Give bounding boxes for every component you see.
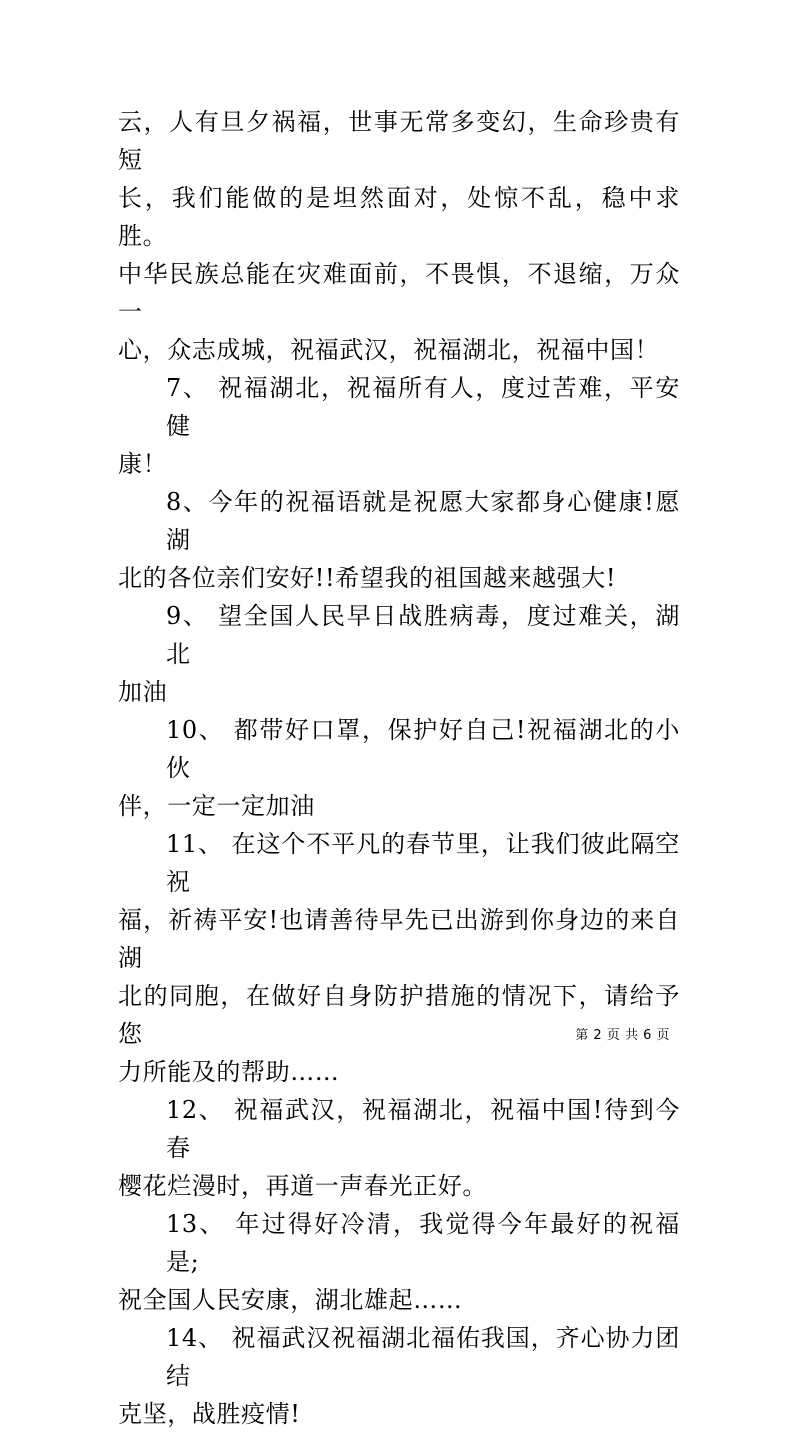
text-line: 10、 都带好口罩，保护好自己!祝福湖北的小伙 (166, 716, 680, 782)
paragraph-item-13 (118, 1205, 680, 1319)
text-line: 福，祈祷平安!也请善待早先已出游到你身边的来自湖 (118, 906, 680, 972)
text-line: 中华民族总能在灾难面前，不畏惧，不退缩，万众一 (118, 260, 680, 326)
paragraph-item-12 (118, 1091, 680, 1205)
text-line: 心，众志成城，祝福武汉，祝福湖北，祝福中国！ (118, 336, 660, 364)
text-line: 7、 祝福湖北，祝福所有人，度过苦难，平安健 (166, 374, 680, 440)
page-number-footer: 第 2 页 共 6 页 (575, 1028, 670, 1043)
paragraph-item-8 (118, 483, 680, 597)
text-line: 伴，一定一定加油 (118, 792, 315, 820)
paragraph-item-14 (118, 1319, 680, 1433)
paragraph-intro (118, 103, 680, 369)
text-line: 9、 望全国人民早日战胜病毒，度过难关，湖北 (166, 602, 680, 668)
paragraph-item-11 (118, 825, 680, 1091)
paragraph-item-7 (118, 369, 680, 483)
text-line: 北的同胞，在做好自身防护措施的情况下，请给予您 (118, 982, 680, 1048)
text-line: 云，人有旦夕祸福，世事无常多变幻，生命珍贵有短 (118, 108, 680, 174)
text-line: 克坚，战胜疫情! (118, 1400, 301, 1428)
text-line: 12、 祝福武汉，祝福湖北，祝福中国!待到今春 (166, 1096, 680, 1162)
text-line: 康！ (118, 450, 168, 478)
text-line: 加油 (118, 678, 168, 706)
text-line: 13、 年过得好冷清，我觉得今年最好的祝福是; (166, 1210, 680, 1276)
text-line: 14、 祝福武汉祝福湖北福佑我国，齐心协力团结 (166, 1324, 680, 1390)
text-line: 11、 在这个不平凡的春节里，让我们彼此隔空祝 (166, 830, 680, 896)
document-body (118, 103, 680, 1433)
text-line: 力所能及的帮助…… (118, 1058, 340, 1086)
paragraph-item-10 (118, 711, 680, 825)
text-line: 8、今年的祝福语就是祝愿大家都身心健康!愿湖 (166, 488, 680, 554)
text-line: 长，我们能做的是坦然面对，处惊不乱，稳中求胜。 (118, 184, 680, 250)
paragraph-item-9 (118, 597, 680, 711)
text-line: 北的各位亲们安好!!希望我的祖国越来越强大! (118, 564, 617, 592)
text-line: 祝全国人民安康，湖北雄起…… (118, 1286, 463, 1314)
text-line: 樱花烂漫时，再道一声春光正好。 (118, 1172, 487, 1200)
